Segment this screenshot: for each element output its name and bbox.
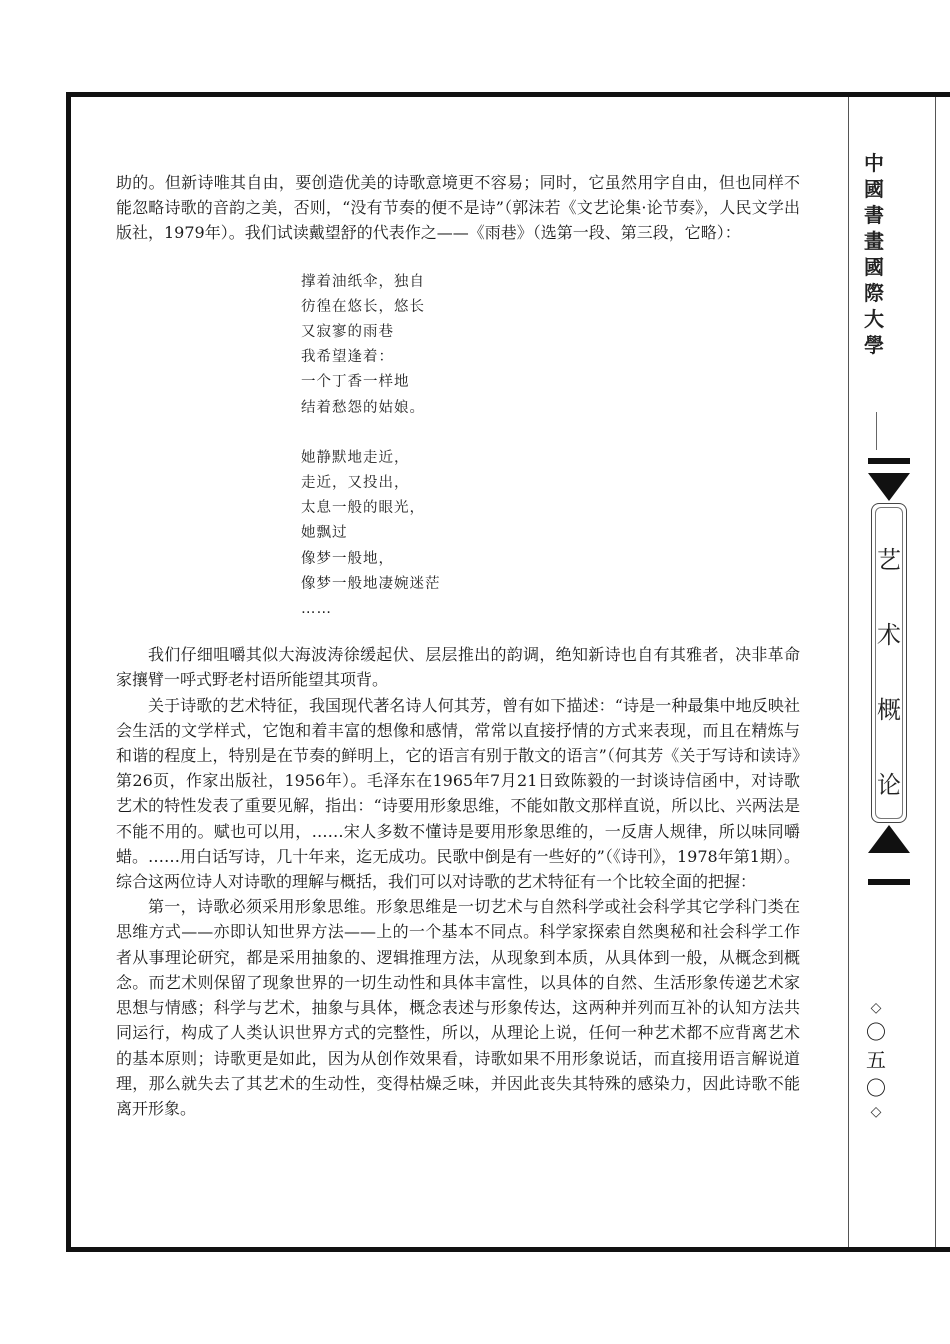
page-number-digit: 五 bbox=[866, 1048, 886, 1072]
book-title-char: 论 bbox=[877, 771, 901, 799]
series-char: 中 bbox=[864, 151, 884, 175]
diamond-icon: ◇ bbox=[870, 1104, 882, 1120]
book-title-char: 艺 bbox=[877, 546, 901, 574]
poem-line: 像梦一般地， bbox=[301, 550, 394, 567]
sidebar-rule-right bbox=[935, 97, 936, 1247]
poem-line: 我希望逢着： bbox=[301, 349, 394, 366]
body-paragraph: 我们仔细咀嚼其似大海波涛徐缓起伏、层层推出的韵调，绝知新诗也自有其雅者，决非革命家攘臂一呼式野老村语所能望其项背。 bbox=[116, 645, 800, 690]
poem-line: 彷徨在悠长，悠长 bbox=[301, 298, 425, 315]
series-char: 畫 bbox=[864, 229, 884, 253]
sidebar-rule-left bbox=[848, 97, 849, 1247]
body-paragraph: 关于诗歌的艺术特征，我国现代著名诗人何其芳，曾有如下描述：“诗是一种最集中地反映社会生活的文学样式，它饱和着丰富的想像和感情，常常以直接抒情的方式来表现，而且在精炼与和谐的程度上，特别是在节奏的鲜明上，它的语言有别于散文的语言”（何其芳《关于写诗和读诗》第26页，作家出版社，1956年）。毛泽东在1965年7月21日致陈毅的一封谈诗信函中，对诗歌艺术的特性发表了重要见解，指出：“诗要用形象思维，不能如散文那样直说，所以比、兴两法是不能不用的。赋也可以用，……宋人多数不懂诗是要用形象思维的，一反唐人规律，所以味同嚼蜡。……用白话写诗，几十年来，迄无成功。民歌中倒是有一些好的”（《诗刊》，1978年第1期）。综合这两位诗人对诗歌的理解与概括，我们可以对诗歌的艺术特征有一个比较全面的把握： bbox=[116, 695, 800, 892]
page-frame-top bbox=[66, 92, 950, 97]
book-title bbox=[868, 540, 910, 840]
poem-line: …… bbox=[301, 601, 332, 618]
stanza-gap bbox=[301, 421, 800, 446]
page-number bbox=[860, 998, 892, 1122]
poem-line: 撑着油纸伞，独自 bbox=[301, 273, 425, 290]
wedge-top-ornament bbox=[868, 473, 910, 501]
page-number-digit: 〇 bbox=[866, 1020, 886, 1044]
poem-line: 她飘过 bbox=[301, 525, 348, 542]
book-title-char: 概 bbox=[877, 696, 901, 724]
intro-paragraph: 助的。但新诗唯其自由，要创造优美的诗歌意境更不容易；同时，它虽然用字自由，但也同样不能忽略诗歌的音韵之美，否则，“没有节奏的便不是诗”（郭沫若《文艺论集·论节奏》，人民文学出版社，1979年）。我们试读戴望舒的代表作之——《雨巷》（选第一段、第三段，它略）： bbox=[116, 173, 800, 243]
series-char: 大 bbox=[864, 307, 884, 331]
page-frame-bottom bbox=[66, 1247, 950, 1252]
series-char: 國 bbox=[864, 177, 884, 201]
poem-line: 又寂寥的雨巷 bbox=[301, 324, 394, 341]
series-char: 際 bbox=[864, 281, 884, 305]
page-frame-left bbox=[66, 92, 71, 1252]
sidebar-connector bbox=[876, 412, 877, 450]
poem-line: 一个丁香一样地 bbox=[301, 374, 410, 391]
title-bar-bottom bbox=[868, 879, 910, 885]
diamond-icon: ◇ bbox=[870, 1000, 882, 1016]
poem-rain-alley bbox=[116, 270, 800, 623]
poem-line: 像梦一般地凄婉迷茫 bbox=[301, 575, 441, 592]
poem-line: 走近，又投出， bbox=[301, 475, 410, 492]
series-char: 學 bbox=[864, 333, 884, 357]
body-paragraph: 第一，诗歌必须采用形象思维。形象思维是一切艺术与自然科学或社会科学其它学科门类在思维方式——亦即认知世界方法——上的一个基本不同点。科学家探索自然奥秘和社会科学工作者从事理论研究，都是采用抽象的、逻辑推理方法，从现象到本质，从具体到一般，从概念到概念。而艺术则保留了现象世界的一切生动性和具体丰富性，以具体的自然、生活形象传递艺术家思想与情感；科学与艺术，抽象与具体，概念表述与形象传达，这两种并列而互补的认知方法共同运行，构成了人类认识世界方式的完整性，所以，从理论上说，任何一种艺术都不应背离艺术的基本原则；诗歌更是如此，因为从创作效果看，诗歌如果不用形象说话，而直接用语言解说道理，那么就失去了其艺术的生动性，变得枯燥乏味，并因此丧失其特殊的感染力，因此诗歌不能离开形象。 bbox=[116, 897, 800, 1118]
poem-line: 她静默地走近， bbox=[301, 449, 410, 466]
poem-line: 太息一般的眼光， bbox=[301, 500, 425, 517]
book-title-char: 术 bbox=[877, 621, 901, 649]
poem-line: 结着愁怨的姑娘。 bbox=[301, 399, 425, 416]
title-bar-top bbox=[868, 458, 910, 464]
series-title bbox=[856, 150, 892, 358]
main-text bbox=[116, 170, 800, 1121]
page-number-digit: 〇 bbox=[866, 1076, 886, 1100]
series-char: 國 bbox=[864, 255, 884, 279]
series-char: 書 bbox=[864, 203, 884, 227]
